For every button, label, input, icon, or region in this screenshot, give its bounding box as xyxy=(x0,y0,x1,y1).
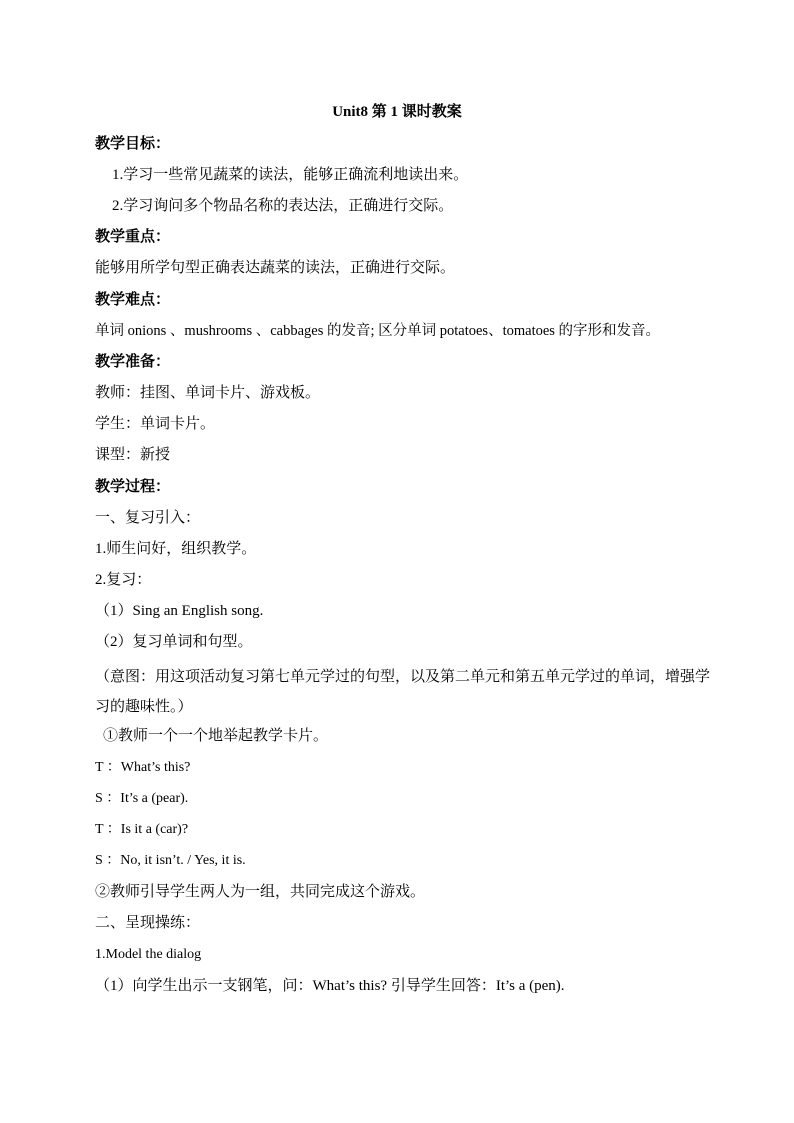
step-presentation-heading: 二、呈现操练： xyxy=(95,915,201,931)
dialog-line-1: T ：What’s this? xyxy=(95,760,191,775)
section-heading-process: 教学过程： xyxy=(95,479,171,495)
step-review-sub-1: （1）Sing an English song. xyxy=(95,603,264,619)
goal-item-1: 1.学习一些常见蔬菜的读法，能够正确流利地读出来。 xyxy=(112,167,469,183)
step-review-item-2: 2.复习： xyxy=(95,572,152,588)
step-presentation-sub-1: （1）向学生出示一支钢笔，问：What’s this? 引导学生回答：It’s a (pen). xyxy=(95,978,565,994)
step-review-heading: 一、复习引入： xyxy=(95,510,201,526)
preparation-teacher: 教师：挂图、单词卡片、游戏板。 xyxy=(95,385,321,401)
step-review-sub-2: （2）复习单词和句型。 xyxy=(95,634,253,650)
section-heading-difficulties: 教学难点： xyxy=(95,292,171,308)
section-heading-goals: 教学目标： xyxy=(95,136,171,152)
preparation-student: 学生：单词卡片。 xyxy=(95,416,216,432)
activity-step-2: ②教师引导学生两人为一组，共同完成这个游戏。 xyxy=(95,884,426,900)
key-points-text: 能够用所学句型正确表达蔬菜的读法，正确进行交际。 xyxy=(95,260,456,276)
document-title: Unit8 第 1 课时教案 xyxy=(332,104,462,120)
section-heading-key-points: 教学重点： xyxy=(95,229,171,245)
activity-step-1: ①教师一个一个地举起教学卡片。 xyxy=(103,728,329,744)
difficulties-text: 单词 onions 、mushrooms 、cabbages 的发音; 区分单词 potatoes、tomatoes 的字形和发音。 xyxy=(95,323,661,339)
step-presentation-item-1: 1.Model the dialog xyxy=(95,947,202,962)
goal-item-2: 2.学习询问多个物品名称的表达法，正确进行交际。 xyxy=(112,198,454,214)
step-review-item-1: 1.师生问好，组织教学。 xyxy=(95,541,257,557)
dialog-line-3: T ：Is it a (car)? xyxy=(95,822,189,837)
step-review-intent: （意图：用这项活动复习第七单元学过的句型，以及第二单元和第五单元学过的单词，增强学习的趣味性。） xyxy=(95,669,711,715)
lesson-type: 课型：新授 xyxy=(95,447,171,463)
dialog-line-2: S ：It’s a (pear). xyxy=(95,791,189,806)
dialog-line-4: S ：No, it isn’t. / Yes, it is. xyxy=(95,853,246,868)
section-heading-preparation: 教学准备： xyxy=(95,354,171,370)
